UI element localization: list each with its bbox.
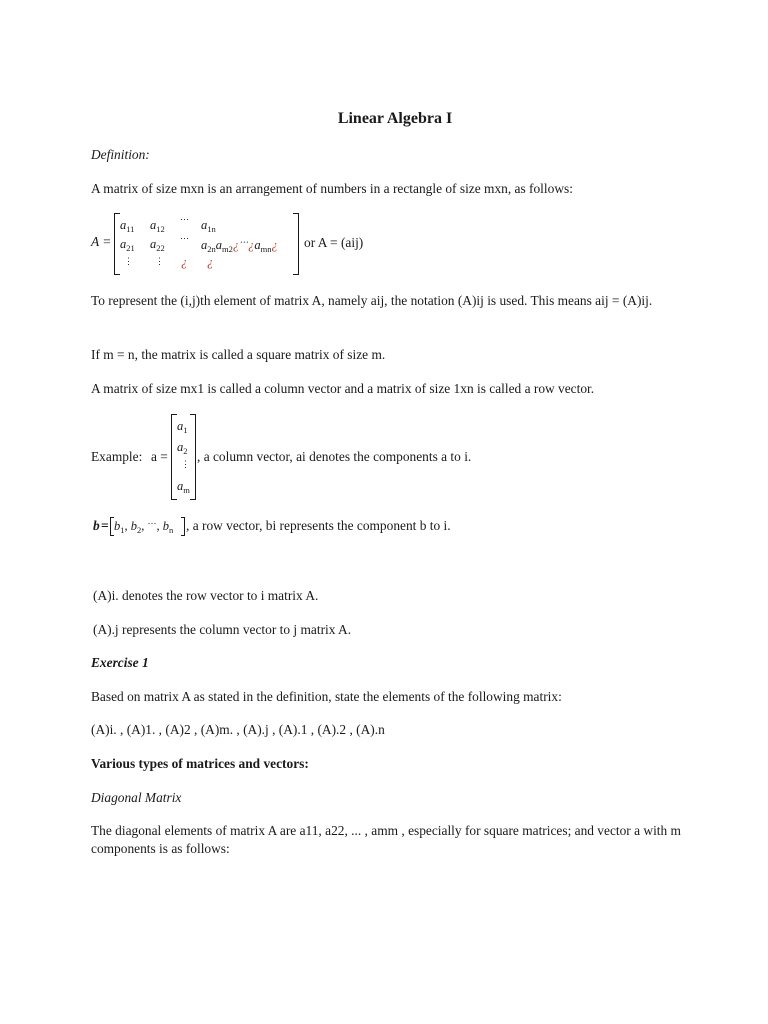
exercise-list: (A)i. , (A)1. , (A)2 , (A)m. , (A).j , (A).1 , (A).2 , (A).n <box>91 722 385 737</box>
entry-row2-tail: $a_{2n}a_{m2}¿^\cdots¿a_{mn}¿$ <box>201 237 278 254</box>
column-vector-paragraph: (A).j represents the column vector to j matrix A. <box>93 622 352 637</box>
row-vec-eq: = <box>101 518 109 533</box>
entry-hdots-1: ⋯ <box>180 214 189 224</box>
matrix-lhs: A = <box>91 234 112 249</box>
example-label: Example: <box>91 449 143 464</box>
row-vector-paragraph: (A)i. denotes the row vector to i matrix A. <box>93 588 319 603</box>
square-paragraph: If m = n, the matrix is called a square matrix of size m. <box>91 347 386 362</box>
col-entry-a2: $a_2$ <box>177 440 188 456</box>
col-entry-vdots: ⋮ <box>181 459 190 469</box>
row-vec-entries: $b_1$, $b_2$, ⋯, $b_n$ <box>114 518 174 535</box>
entry-a11: $a_{11}$ <box>120 218 135 234</box>
entry-garbled-2: ¿ <box>207 254 214 269</box>
diagonal-title: Diagonal Matrix <box>91 790 182 805</box>
entry-hdots-2: ⋯ <box>180 233 189 243</box>
entry-vdots-2: ⋮ <box>155 256 164 266</box>
entry-a1n: $a_{1n}$ <box>201 218 216 234</box>
entry-a22: $a_{22}$ <box>150 237 165 253</box>
right-bracket <box>293 213 299 275</box>
row-vec-b: b <box>93 518 100 533</box>
entry-a12: $a_{12}$ <box>150 218 165 234</box>
entry-vdots-1: ⋮ <box>124 256 133 266</box>
row-vec-text: , a row vector, bi represents the component b to i. <box>186 518 451 533</box>
exercise-title: Exercise 1 <box>91 655 149 670</box>
page-title: Linear Algebra I <box>337 110 453 127</box>
col-entry-am: $a_m$ <box>177 479 190 495</box>
example-text: , a column vector, ai denotes the components a to i. <box>197 449 472 464</box>
diagonal-paragraph: The diagonal elements of matrix A are a11, a22, ... , amm , especially for square matrices; and vector a with m components is as follows: <box>91 823 681 856</box>
entry-a21: $a_{21}$ <box>120 237 135 253</box>
exercise-text: Based on matrix A as stated in the definition, state the elements of the following matrix: <box>91 689 562 704</box>
represent-paragraph: To represent the (i,j)th element of matrix A, namely aij, the notation (A)ij is used. This means aij = (A)ij. <box>91 293 653 308</box>
intro-paragraph: A matrix of size mxn is an arrangement of numbers in a rectangle of size mxn, as follows: <box>91 181 573 196</box>
vector-paragraph: A matrix of size mx1 is called a column vector and a matrix of size 1xn is called a row vector. <box>91 381 595 396</box>
row-right-bracket <box>181 517 185 536</box>
col-entry-a1: $a_1$ <box>177 419 188 435</box>
section-title: Various types of matrices and vectors: <box>91 756 309 771</box>
definition-label: Definition: <box>91 147 150 162</box>
matrix-suffix: or A = (aij) <box>304 235 364 250</box>
entry-garbled-1: ¿ <box>181 254 188 269</box>
example-lhs: a = <box>151 449 168 464</box>
col-right-bracket <box>190 414 196 500</box>
